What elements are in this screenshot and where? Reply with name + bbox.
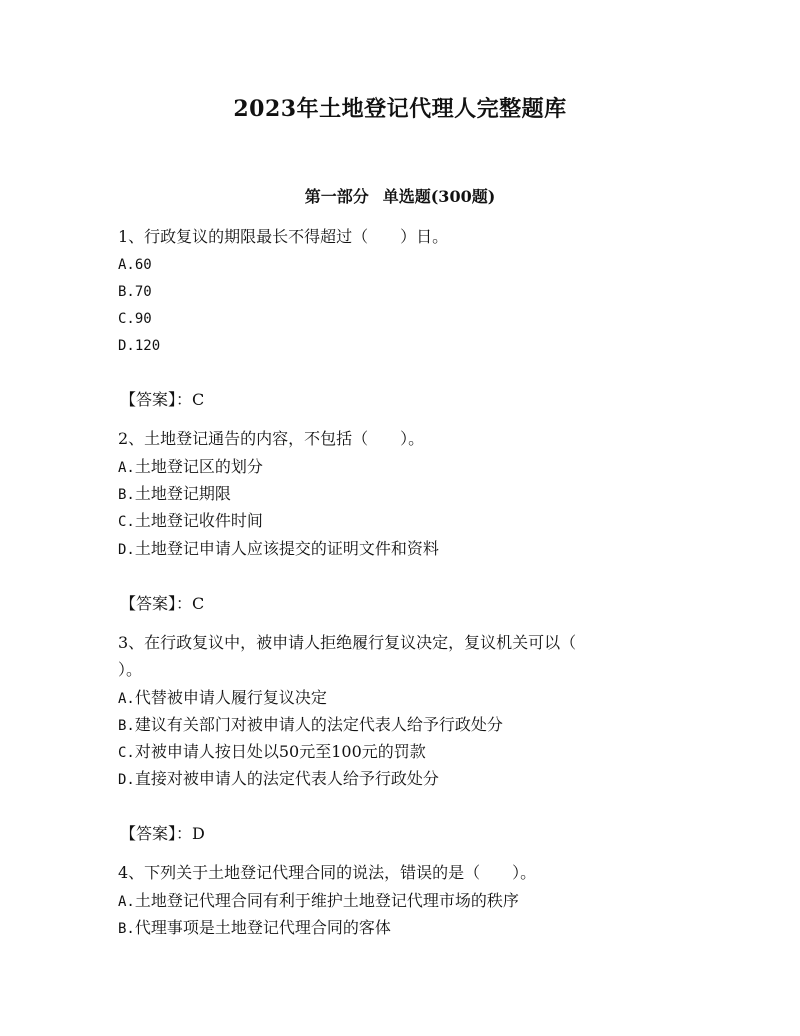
option-letter: B. [118, 921, 135, 937]
document-title: 2023年土地登记代理人完整题库 [233, 96, 567, 122]
question-1-option-b [118, 280, 152, 303]
question-3-option-c [118, 741, 426, 764]
question-2-option-c [118, 510, 263, 533]
section-name: 单选题(300题) [382, 187, 496, 206]
option-text: 直接对被申请人的法定代表人给予行政处分 [134, 769, 439, 788]
question-3-stem: 3、在行政复议中，被申请人拒绝履行复议决定，复议机关可以（ [118, 633, 577, 652]
option-letter: D. [118, 772, 135, 788]
option-text: 120 [134, 338, 161, 354]
option-letter: C. [118, 311, 135, 327]
question-1-stem: 1、行政复议的期限最长不得超过（ ）日。 [118, 227, 449, 246]
option-letter: D. [118, 338, 135, 354]
option-letter: C. [118, 745, 135, 761]
question-4-stem: 4、下列关于土地登记代理合同的说法，错误的是（ ）。 [118, 863, 537, 882]
option-text: 土地登记申请人应该提交的证明文件和资料 [134, 539, 439, 558]
question-1-option-c [118, 307, 152, 330]
question-2-answer: 【答案】：C [120, 594, 205, 613]
option-text: 土地登记收件时间 [134, 511, 263, 530]
option-letter: A. [118, 691, 135, 707]
option-letter: B. [118, 487, 135, 503]
question-1-option-a [118, 253, 152, 276]
option-letter: A. [118, 894, 135, 910]
question-1-answer: 【答案】：C [120, 390, 205, 409]
question-3-stem-cont: ）。 [118, 660, 143, 679]
question-3-option-d [118, 768, 439, 791]
option-text: 90 [134, 311, 152, 327]
question-2-option-b [118, 483, 231, 506]
question-2-stem: 2、土地登记通告的内容，不包括（ ）。 [118, 429, 425, 448]
question-2-option-d [118, 538, 439, 561]
option-letter: B. [118, 284, 135, 300]
option-text: 建议有关部门对被申请人的法定代表人给予行政处分 [134, 715, 503, 734]
option-text: 土地登记期限 [134, 484, 231, 503]
option-text: 代理事项是土地登记代理合同的客体 [134, 918, 391, 937]
question-2-option-a [118, 456, 263, 479]
option-letter: D. [118, 542, 135, 558]
question-3-option-a [118, 687, 327, 710]
question-4-option-b [118, 917, 391, 940]
option-letter: A. [118, 460, 135, 476]
question-1-option-d [118, 334, 160, 357]
option-text: 土地登记代理合同有利于维护土地登记代理市场的秩序 [134, 891, 519, 910]
section-heading [0, 184, 800, 207]
question-4-option-a [118, 890, 519, 913]
section-part: 第一部分 [304, 187, 369, 206]
option-text: 60 [134, 257, 152, 273]
option-text: 土地登记区的划分 [134, 457, 263, 476]
question-3-answer: 【答案】：D [120, 824, 205, 843]
option-letter: C. [118, 514, 135, 530]
option-letter: B. [118, 718, 135, 734]
option-text: 对被申请人按日处以50元至100元的罚款 [134, 742, 426, 761]
option-text: 代替被申请人履行复议决定 [134, 688, 327, 707]
option-text: 70 [134, 284, 152, 300]
question-3-option-b [118, 714, 503, 737]
option-letter: A. [118, 257, 135, 273]
